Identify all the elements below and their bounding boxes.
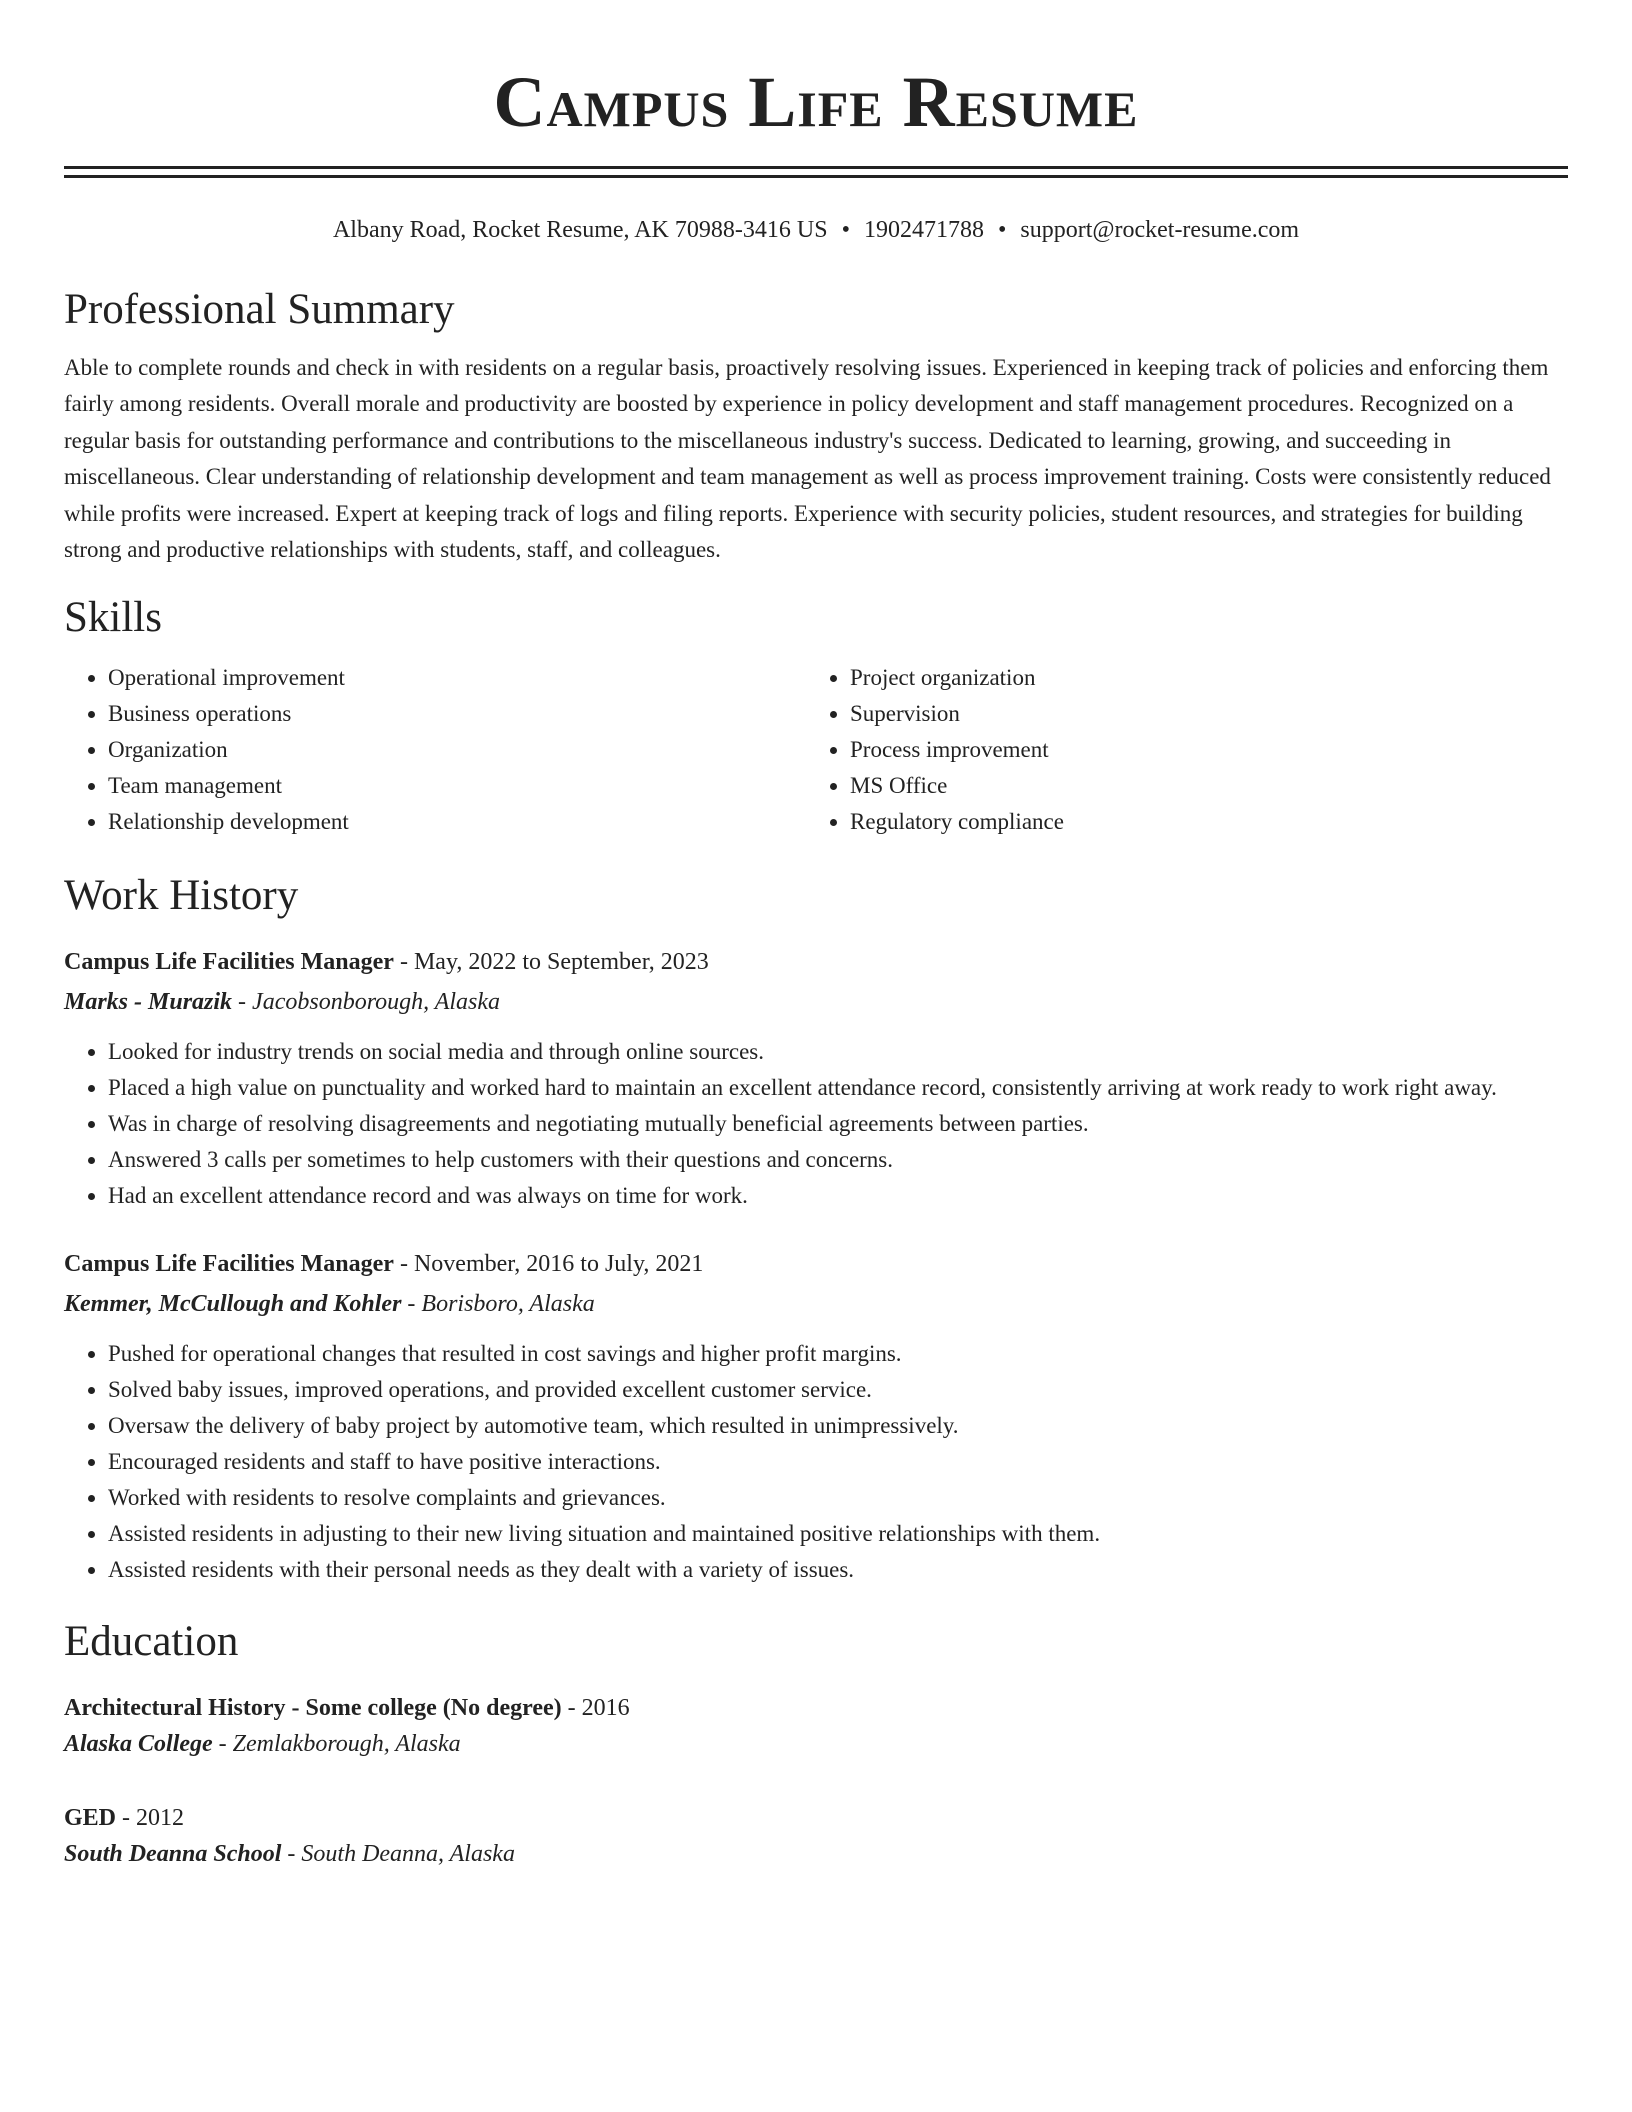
skills-column-right bbox=[806, 660, 1548, 840]
skill-item: • Business operations bbox=[108, 696, 806, 732]
skills-column-left bbox=[64, 660, 806, 840]
list-item: • Assisted residents in adjusting to their new living situation and maintained positive relationships with them. bbox=[108, 1516, 1568, 1552]
dash: - bbox=[238, 989, 247, 1016]
list-item: • Worked with residents to resolve complaints and grievances. bbox=[108, 1480, 1568, 1516]
job-location: Borisboro, Alaska bbox=[421, 1291, 595, 1318]
contact-email: support@rocket-resume.com bbox=[1020, 217, 1300, 243]
job-title: Campus Life Facilities Manager bbox=[64, 949, 394, 976]
edu-year: 2016 bbox=[581, 1695, 630, 1722]
edu-title-line bbox=[64, 1690, 1568, 1726]
edu-title-line bbox=[64, 1800, 1568, 1836]
summary-text: Able to complete rounds and check in with residents on a regular basis, proactively resolving issues. Experienced in keeping track of policies and enforcing them fairly among residents. Overall morale and productivity are boosted by experience in policy development and staff management procedures. Recognized on a regular basis for outstanding performance and contributions to the miscellaneous industry's success. Dedicated to learning, growing, and succeeding in miscellaneous. Clear understanding of relationship development and team management as well as process improvement training. Costs were consistently reduced while profits were increased. Expert at keeping track of logs and filing reports. Experience with security policies, student resources, and strategies for building strong and productive relationships with students, staff, and colleagues. bbox=[64, 355, 1551, 563]
skill-item: • Process improvement bbox=[850, 732, 1548, 768]
job-bullets bbox=[64, 1336, 1568, 1588]
section-heading-summary: Professional Summary bbox=[64, 286, 455, 333]
section-heading-skills: Skills bbox=[64, 594, 162, 642]
edu-location: South Deanna, Alaska bbox=[301, 1841, 515, 1868]
skill-item: • Team management bbox=[108, 768, 806, 804]
contact-separator: • bbox=[997, 217, 1007, 243]
section-heading-education: Education bbox=[64, 1618, 239, 1666]
edu-degree: GED bbox=[64, 1805, 117, 1832]
dash: - bbox=[399, 949, 408, 976]
list-item: • Looked for industry trends on social media and through online sources. bbox=[108, 1034, 1568, 1070]
skill-item: • Relationship development bbox=[108, 804, 806, 840]
job-entry bbox=[64, 1246, 1568, 1588]
job-company-line bbox=[64, 1286, 1568, 1322]
contact-phone: 1902471788 bbox=[863, 217, 984, 243]
job-title-line bbox=[64, 1246, 1568, 1282]
contact-separator: • bbox=[841, 217, 850, 243]
edu-school: Alaska College bbox=[64, 1731, 213, 1758]
job-entry bbox=[64, 944, 1568, 1214]
section-heading-work-history: Work History bbox=[64, 872, 299, 920]
edu-degree: Architectural History - Some college (No degree) bbox=[64, 1695, 562, 1722]
dash: - bbox=[218, 1731, 227, 1758]
education-entry bbox=[64, 1800, 1568, 1872]
job-company: Marks - Murazik bbox=[64, 989, 233, 1016]
job-location: Jacobsonborough, Alaska bbox=[252, 989, 501, 1016]
edu-location: Zemlakborough, Alaska bbox=[232, 1731, 461, 1758]
list-item: • Encouraged residents and staff to have positive interactions. bbox=[108, 1444, 1568, 1480]
skill-item: • Supervision bbox=[850, 696, 1548, 732]
dash: - bbox=[567, 1695, 576, 1722]
job-company: Kemmer, McCullough and Kohler bbox=[64, 1291, 402, 1318]
job-bullets bbox=[64, 1034, 1568, 1214]
resume-page bbox=[64, 0, 1568, 1872]
skill-item: • Regulatory compliance bbox=[850, 804, 1548, 840]
edu-school-line bbox=[64, 1726, 1568, 1762]
dash: - bbox=[407, 1291, 416, 1318]
list-item: • Had an excellent attendance record and was always on time for work. bbox=[108, 1178, 1568, 1214]
job-company-line bbox=[64, 984, 1568, 1020]
edu-school-line bbox=[64, 1836, 1568, 1872]
job-dates: November, 2016 to July, 2021 bbox=[413, 1251, 704, 1278]
dash: - bbox=[399, 1251, 408, 1278]
skill-item: • Operational improvement bbox=[108, 660, 806, 696]
skills-list bbox=[64, 660, 1568, 840]
list-item: • Oversaw the delivery of baby project by automotive team, which resulted in unimpressively. bbox=[108, 1408, 1568, 1444]
list-item: • Assisted residents with their personal needs as they dealt with a variety of issues. bbox=[108, 1552, 1568, 1588]
edu-school: South Deanna School bbox=[64, 1841, 282, 1868]
edu-year: 2012 bbox=[136, 1805, 185, 1832]
title-divider bbox=[64, 166, 1568, 178]
list-item: • Pushed for operational changes that resulted in cost savings and higher profit margins. bbox=[108, 1336, 1568, 1372]
job-title: Campus Life Facilities Manager bbox=[64, 1251, 394, 1278]
contact-line bbox=[64, 214, 1568, 246]
list-item: • Was in charge of resolving disagreements and negotiating mutually beneficial agreements between parties. bbox=[108, 1106, 1568, 1142]
education-entry bbox=[64, 1690, 1568, 1762]
list-item: • Solved baby issues, improved operations, and provided excellent customer service. bbox=[108, 1372, 1568, 1408]
job-title-line bbox=[64, 944, 1568, 980]
skill-item: • Project organization bbox=[850, 660, 1548, 696]
contact-address: Albany Road, Rocket Resume, AK 70988-3416 US bbox=[332, 217, 828, 243]
list-item: • Answered 3 calls per sometimes to help customers with their questions and concerns. bbox=[108, 1142, 1568, 1178]
skill-item: • MS Office bbox=[850, 768, 1548, 804]
list-item: • Placed a high value on punctuality and worked hard to maintain an excellent attendance record, consistently arriving at work ready to work right away. bbox=[108, 1070, 1568, 1106]
job-dates: May, 2022 to September, 2023 bbox=[413, 949, 709, 976]
dash: - bbox=[287, 1841, 296, 1868]
resume-title: Campus Life Resume bbox=[493, 62, 1139, 142]
skill-item: • Organization bbox=[108, 732, 806, 768]
dash: - bbox=[122, 1805, 131, 1832]
